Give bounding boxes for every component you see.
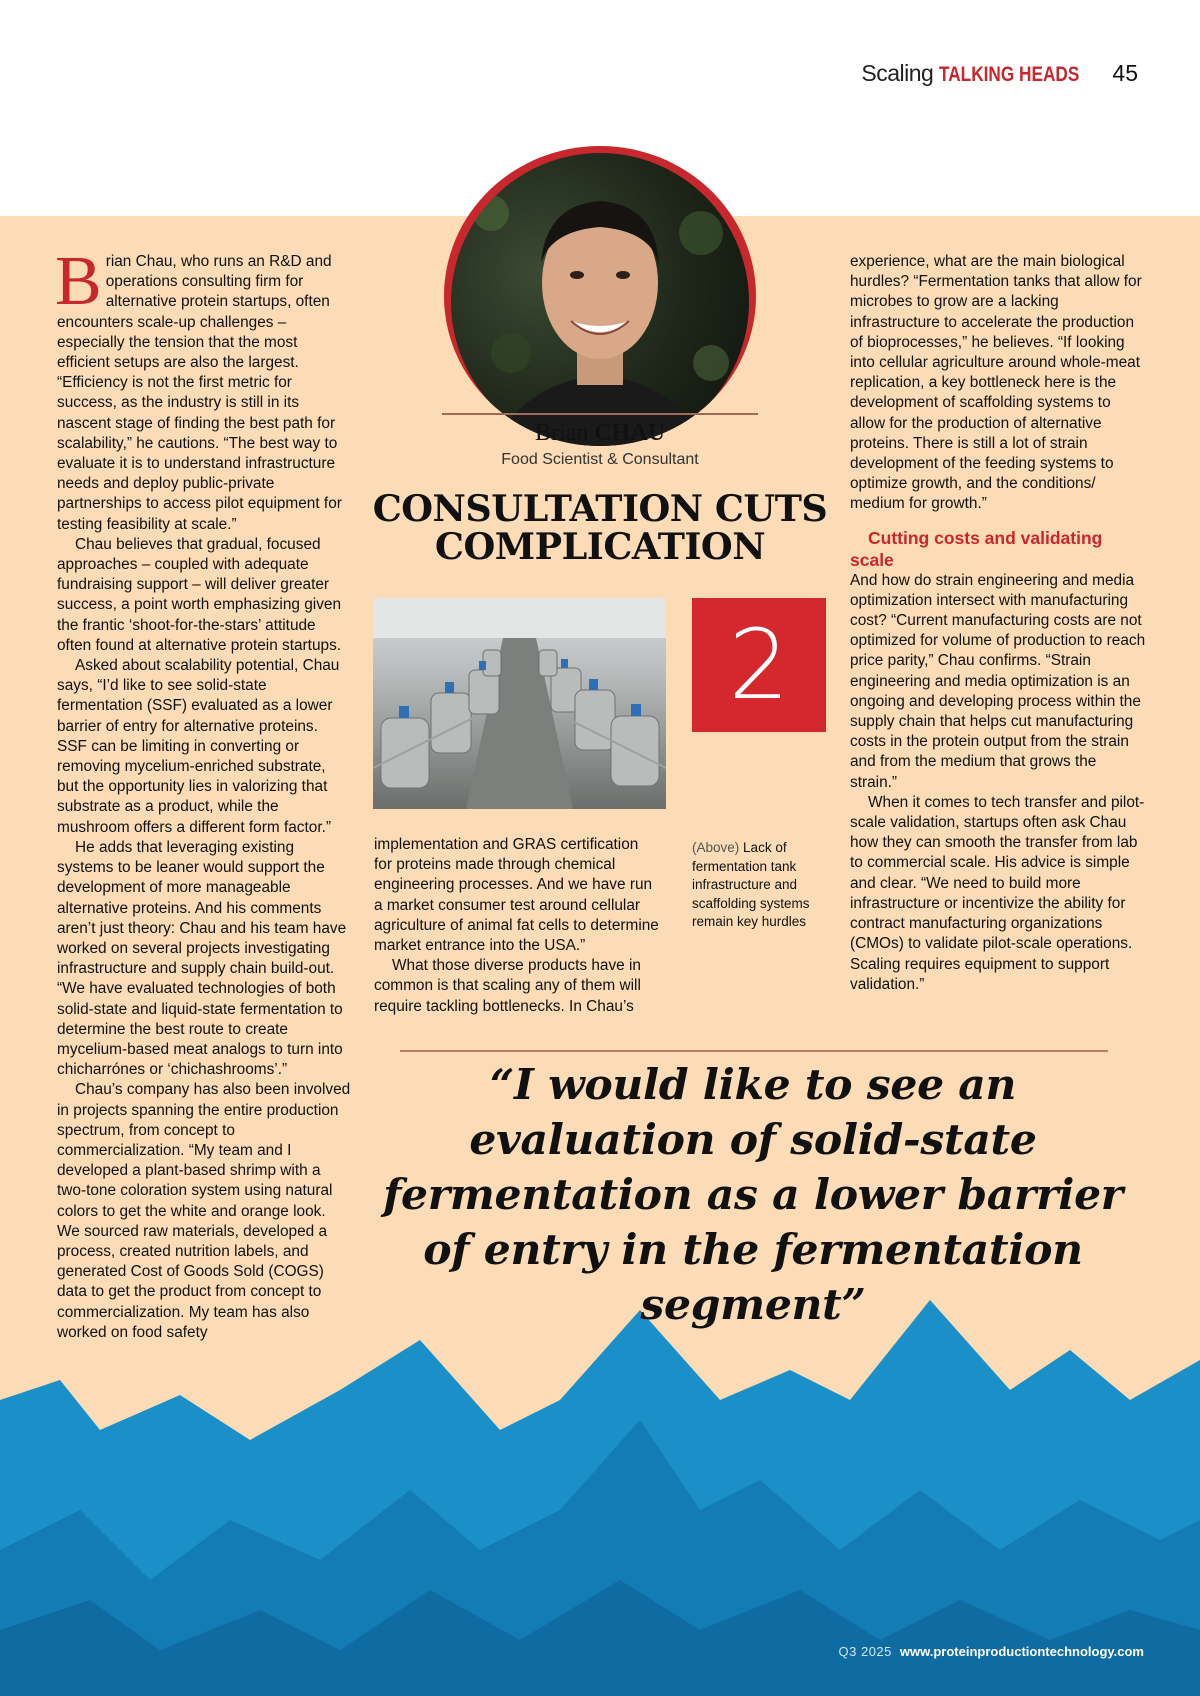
- running-head: [861, 60, 1138, 87]
- caption-text: Lack of fermentation tank infrastructure and scaffolding systems remain key hurdles: [692, 840, 810, 929]
- intro-paragraph: [55, 243, 351, 535]
- portrait-photo: [444, 146, 756, 446]
- surname: CHAU: [594, 420, 665, 446]
- column-name: TALKING HEADS: [939, 63, 1080, 86]
- body-paragraph: He adds that leveraging existing systems to be leaner would support the development of more manageable alternative proteins. And his comments aren’t just theory: Chau and his team have worked on several projects investigating infrastructure and supply chain build-out. “We have evaluated technologies of both solid-state and liquid-state fermentation to determine the best route to create mycelium-based meat analogs to turn into chicharrónes or ‘chichashrooms’.”: [57, 838, 347, 1079]
- body-paragraph: And how do strain engineering and media optimization intersect with manufacturing cost? “Current manufacturing costs are not optimized for volume of production to reach price parity,” Chau confirms. “Strain engineering and media optimization is an ongoing and developing process within the supply chain that helps cut manufacturing costs in the protein output from the strain and from the medium that grows the strain.”: [850, 571, 1146, 791]
- pull-quote: “I would like to see an evaluation of solid-state fermentation as a lower barrier of entry in the fermentation segment”: [383, 1060, 1123, 1330]
- page-number: 45: [1112, 60, 1138, 86]
- photo-caption: [692, 839, 832, 932]
- headline-line-1: CONSULTATION CUTS: [372, 487, 828, 530]
- number-badge: 2: [692, 598, 826, 732]
- body-paragraph: Asked about scalability potential, Chau says, “I’d like to see solid-state fermentation (SSF) evaluated as a lower barrier of entry for alternative proteins. SSF can be limiting in converting or removing mycelium-enriched substrate, but the opportunity lies in valorizing that substrate as a product, while the mushroom offers a different form factor.”: [57, 657, 340, 836]
- middle-column: [374, 835, 660, 1017]
- body-paragraph: Chau believes that gradual, focused approaches – coupled with adequate fundraising support – will deliver greater success, a point worth emphasizing given the frantic ‘shoot-for-the-stars’ attitude often found at alternative protein startups.: [57, 535, 342, 654]
- profile-name: [440, 420, 760, 447]
- body-paragraph: implementation and GRAS certification for proteins made through chemical engineering processes. And we have run a market consumer test around cellular agriculture of animal fat cells to determine market entrance into the USA.”: [374, 836, 659, 955]
- portrait-divider: [442, 413, 758, 415]
- intro-text: rian Chau, who runs an R&D and operations consulting firm for alternative protein startups, often encounters scale-up challenges – especially the tension that the most efficient setups are also the largest. “Efficiency is not the first metric for success, as the industry is still in its nascent stage of finding the best path for scalability,” he cautions. “The best way to evaluate it is to understand infrastructure needs and deploy public-private partnerships to access pilot equipment for testing feasibility at scale.”: [57, 253, 342, 533]
- issue-label: Q3 2025: [838, 1644, 892, 1659]
- right-column: [850, 252, 1146, 995]
- article-headline: [370, 487, 830, 568]
- section-subhead: Cutting costs and validating scale: [850, 527, 1103, 570]
- profile-role: Food Scientist & Consultant: [501, 451, 699, 468]
- website-link[interactable]: www.proteinproductiontechnology.com: [899, 1644, 1144, 1659]
- fermentation-tanks-photo: [373, 598, 666, 809]
- page-footer: [839, 1644, 1144, 1659]
- first-name: Brian: [535, 420, 589, 446]
- body-paragraph: Chau’s company has also been involved in projects spanning the entire production spectrum, from concept to commercialization. “My team and I developed a plant-based shrimp with a two-tone coloration system using natural colors to get the white and orange look. We sourced raw materials, developed a process, created nutrition labels, and generated Cost of Goods Sold (COGS) data to get the product from concept to commercialization. My team has also worked on food safety: [57, 1081, 351, 1341]
- caption-label: (Above): [692, 840, 740, 855]
- drop-cap: B: [55, 243, 102, 320]
- section-label: Scaling: [861, 60, 934, 86]
- body-paragraph: experience, what are the main biological hurdles? “Fermentation tanks that allow for microbes to grow are a lacking infrastructure to accelerate the production of bioprocesses,” he believes. “If looking into cellular agriculture around whole-meat replication, a key bottleneck here is the development of scaffolding systems to allow for the production of alternative proteins. There is still a lot of strain development of the feeding systems to optimize growth, and the conditions/ medium for growth.”: [850, 253, 1142, 513]
- pull-quote-divider: [400, 1050, 1108, 1052]
- portrait-image: [451, 153, 749, 446]
- left-column: [55, 243, 351, 1343]
- headline-line-2: COMPLICATION: [434, 525, 766, 568]
- body-paragraph: What those diverse products have in common is that scaling any of them will require tackling bottlenecks. In Chau’s: [374, 957, 641, 1015]
- body-paragraph: When it comes to tech transfer and pilot-scale validation, startups often ask Chau how they can smooth the transfer from lab to commercial scale. His advice is simple and clear. “We need to build more infrastructure or incentivize the ability for contract manufacturing organizations (CMOs) to validate pilot-scale operations. Scaling requires equipment to support validation.”: [850, 793, 1145, 993]
